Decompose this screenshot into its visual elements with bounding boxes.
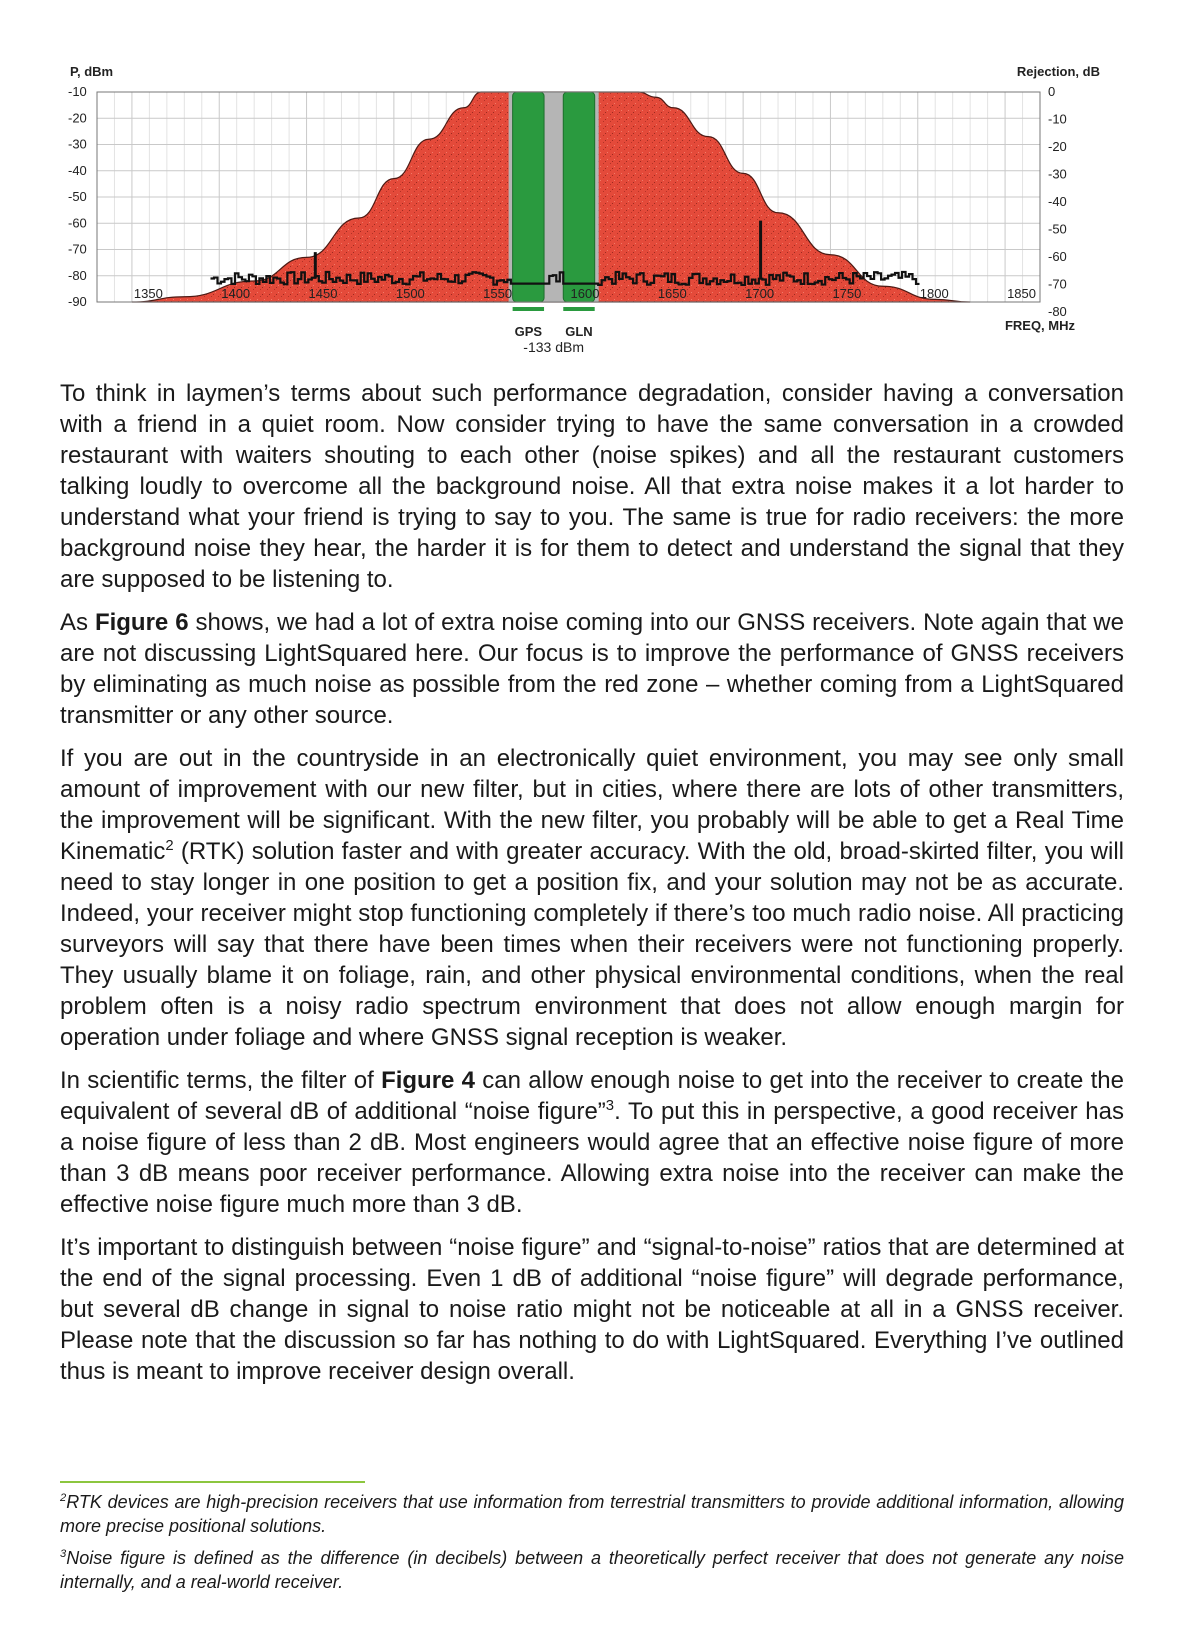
paragraph-5: It’s important to distinguish between “noise figure” and “signal-to-noise” ratios that are determined at the end of the signal processing. Even 1 dB of additional “noise figure” will degrade performance, but several dB change in signal to noise ratio might not be noticeable at all in a GNSS receiver. Please note that the discussion so far has nothing to do with LightSquared. Everything I’ve outlined thus is meant to improve receiver design overall. — [60, 1234, 1124, 1385]
left-axis-label: P, dBm — [70, 64, 114, 79]
footnote-3: $^3$Noise figure is defined as the difference (in decibels) between a theoretically perfect receiver that does not generate any noise internally, and a real-world receiver. — [60, 1548, 1124, 1592]
x-tick-label: 1600 — [570, 286, 600, 301]
left-axis-ticks — [68, 84, 87, 309]
left-tick-label: -60 — [68, 215, 87, 231]
left-tick-label: -90 — [68, 294, 87, 309]
x-axis-label: FREQ, MHz — [1004, 318, 1075, 333]
x-tick-label: 1400 — [221, 286, 251, 301]
right-tick-label: -40 — [1048, 194, 1067, 209]
right-tick-label: -20 — [1048, 139, 1067, 154]
article-body — [60, 378, 1124, 1399]
signal-bands-layer — [509, 92, 599, 311]
right-tick-label: -80 — [1048, 304, 1067, 319]
x-tick-label: 1700 — [745, 286, 775, 301]
left-tick-label: -50 — [68, 189, 87, 204]
left-tick-label: -30 — [68, 136, 87, 152]
right-tick-label: -70 — [1048, 276, 1067, 292]
gln-band-marker — [563, 307, 594, 311]
gln-band — [563, 92, 594, 302]
right-tick-label: -10 — [1048, 111, 1067, 127]
right-axis-ticks — [1048, 84, 1067, 319]
left-tick-label: -70 — [68, 241, 87, 257]
gps-band-label: GPS — [514, 324, 543, 339]
left-tick-label: -40 — [68, 162, 87, 178]
paragraph-2: As Figure 6 shows, we had a lot of extra noise coming into our GNSS receivers. Note again that we are not discussing LightSquared here. Our focus is to improve the performance of GNSS receivers by eliminating as much noise as possible from the red zone – whether coming from a LightSquared transmitter or any other source. — [60, 609, 1124, 729]
footnote-2: $^2$RTK devices are high-precision receivers that use information from terrestrial transmitters to provide additional information, allowing more precise positional solutions. — [60, 1492, 1124, 1536]
footnote-ref-3: 3 — [605, 1098, 615, 1114]
left-tick-label: -80 — [68, 267, 87, 283]
footnotes — [60, 1490, 1124, 1602]
left-tick-label: -20 — [68, 110, 87, 126]
x-tick-label: 1750 — [832, 286, 862, 301]
x-tick-label: 1550 — [483, 286, 513, 301]
figure-6-reference: Figure 6 — [94, 609, 189, 636]
right-axis-label: Rejection, dB — [1016, 64, 1100, 79]
footnote-ref-2: 2 — [165, 838, 174, 854]
gps-band-marker — [513, 307, 544, 311]
gps-band — [513, 92, 544, 302]
paragraph-1: To think in laymen’s terms about such performance degradation, consider having a conversation with a friend in a quiet room. Now consider trying to have the same conversation in a crowded restaurant with waiters shouting to each other (noise spikes) and all the restaurant customers talking loudly to overcome all the background noise. All that extra noise makes it a lot harder to understand what your friend is trying to say to you. The same is true for radio receivers: the more background noise they hear, the harder it is for them to detect and understand the signal that they are supposed to be listening to. — [60, 380, 1124, 593]
x-tick-label: 1450 — [308, 286, 338, 301]
gln-band-label: GLN — [565, 324, 593, 339]
figure-4-reference: Figure 4 — [381, 1067, 476, 1094]
footnote-divider — [60, 1481, 365, 1483]
spectrum-chart — [0, 0, 1200, 370]
right-tick-label: -30 — [1048, 166, 1067, 182]
left-tick-label: -10 — [68, 84, 87, 99]
right-tick-label: -60 — [1048, 249, 1067, 264]
x-tick-label: 1650 — [657, 286, 687, 301]
x-tick-label: 1350 — [133, 286, 163, 301]
paragraph-4: In scientific terms, the filter of Figure 4 can allow enough noise to get into the receiver to create the equivalent of several dB of additional “noise figure”$^3$. To put this in perspective, a good receiver has a noise figure of less than 2 dB. Most engineers would agree that an effective noise figure of more than 3 dB means poor receiver performance. Allowing extra noise into the receiver can make the effective noise figure much more than 3 dB. — [60, 1067, 1125, 1218]
x-tick-label: 1850 — [1007, 286, 1036, 301]
right-tick-label: 0 — [1048, 84, 1056, 99]
right-tick-label: -50 — [1048, 221, 1067, 237]
signal-level-label: -133 dBm — [523, 339, 585, 355]
x-tick-label: 1500 — [395, 286, 425, 301]
paragraph-3: If you are out in the countryside in an electronically quiet environment, you may see only small amount of improvement with our new filter, but in cities, where there are lots of other transmitters, the improvement will be significant. With the new filter, you probably will be able to get a Real Time Kinematic$^2$ (RTK) solution faster and with greater accuracy. With the old, broad-skirted filter, you will need to stay longer in one position to get a position fix, and your solution may not be as accurate. Indeed, your receiver might stop functioning completely if there’s too much radio noise. All practicing surveyors will say that there have been times when their receivers were not functioning properly. They usually blame it on foliage, rain, and other physical environmental conditions, when the real problem often is a noisy radio spectrum environment that does not allow enough margin for operation under foliage and where GNSS signal reception is weaker. — [60, 745, 1124, 1051]
x-tick-label: 1800 — [919, 286, 949, 301]
